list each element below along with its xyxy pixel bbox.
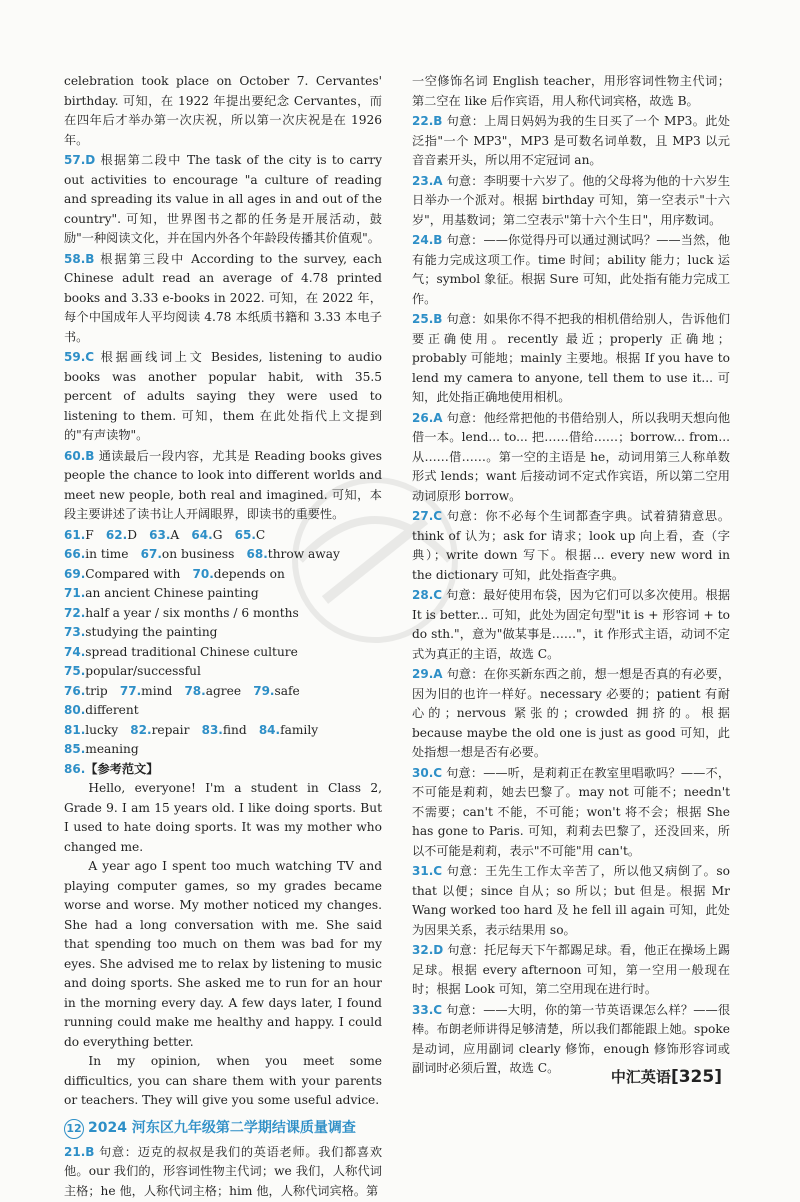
answer-row xyxy=(64,604,382,624)
answer-value: safe xyxy=(274,683,300,698)
essay-paragraph: A year ago I spent too much watching TV and playing computer games, so my grades became worse and worse. My mother noticed my changes. She had a long conversation with me. She said that spending too much on them was bad for my eyes. She advised me to relax by listening to music and doing sports. She asked me to run for an hour in the morning every day. A few days later, I found running could make me healthy and happy. I could do everything better. xyxy=(64,859,382,1049)
question-number: 24.B xyxy=(412,233,443,247)
question-number: 26.A xyxy=(412,410,443,425)
answer-value: an ancient Chinese painting xyxy=(85,586,259,600)
question-number: 68. xyxy=(246,547,268,561)
question-number: 63. xyxy=(149,527,171,542)
answer-value: D xyxy=(127,527,137,542)
answer-explanation xyxy=(412,112,730,171)
question-number: 61. xyxy=(64,527,86,542)
question-number: 30.C xyxy=(412,765,443,780)
question-number: 22.B xyxy=(412,114,443,128)
question-number: 78. xyxy=(184,683,206,698)
answer-explanation xyxy=(412,586,730,664)
explanation-text: 句意：如果你不得不把我的相机借给别人，告诉他们要正确使用。recently 最近；properly 正确地；probably 可能地；mainly 主要地。根据 If you have to lend my camera to anyone, tell them to use it... 可知，此处指正确地使用相机。 xyxy=(412,312,731,404)
answer-value: family xyxy=(280,722,319,737)
question-number: 83. xyxy=(201,722,223,737)
question-number: 76. xyxy=(64,683,86,698)
explanation-text: 句意：最好使用布袋，因为它们可以多次使用。根据 It is better... 可知，此处为固定句型"it is + 形容词 + to do sth."，意为"做某事是……"，it 作形式主语，动词不定式为真正的主语，故选 C。 xyxy=(412,588,731,661)
answer-value: G xyxy=(212,527,223,542)
answer-value: popular/successful xyxy=(85,664,201,678)
answer-row xyxy=(64,526,382,546)
question-number: 28.C xyxy=(412,588,443,602)
answer-21: 21.B 句意：迈克的叔叔是我们的英语老师。我们都喜欢他。our 我们的，形容词性物主代词；we 我们，人称代词主格；he 他，人称代词主格；him 他，人称代词宾格。第 xyxy=(64,1144,383,1198)
answer-explanation xyxy=(412,310,730,408)
answer-row xyxy=(64,682,382,721)
answer-explanation xyxy=(412,231,730,309)
section-heading xyxy=(64,1119,382,1139)
answer-value: agree xyxy=(205,683,242,698)
answer-row xyxy=(64,565,382,585)
answer-value: spread traditional Chinese culture xyxy=(85,644,298,659)
short-answers xyxy=(64,526,382,760)
question-number: 73. xyxy=(64,625,86,639)
answer-57: 57.D 根据第二段中 The task of the city is to carry out activities to encourage "a culture of reading and spreading its value in all ages in and out of the country". 可知，世界图书之都的任务是开展活动，鼓励"一种阅读文化，并在国内外各个年龄段传播其价值观"。 xyxy=(64,153,383,245)
answer-value: throw away xyxy=(267,547,340,561)
right-column xyxy=(412,72,730,1080)
answer-value: different xyxy=(85,703,139,717)
explanation-text: 句意：——你觉得丹可以通过测试吗？——当然，他有能力完成这项工作。time 时间；ability 能力；luck 运气；symbol 象征。根据 Sure 可知，此处指有能力完成工作。 xyxy=(412,233,731,306)
answer-row xyxy=(64,662,382,682)
answer-row xyxy=(64,623,382,643)
question-number: 25.B xyxy=(412,312,443,326)
answer-explanation xyxy=(412,172,730,231)
question-number: 84. xyxy=(258,722,281,737)
essay-paragraph: In my opinion, when you meet some difficultics, you can share them with your parents or teachers. They will give you some useful advice. xyxy=(64,1054,382,1107)
answer-row xyxy=(64,584,382,604)
explanation-text: 句意：——听，是莉莉正在教室里唱歌吗？——不，不可能是莉莉，她去巴黎了。may not 可能不；needn't 不需要；can't 不能，不可能；won't 将不会；根据 She has gone to Paris. 可知，莉莉去巴黎了，还没回来，所以不可能是莉莉，表示"不可能"用 can't。 xyxy=(412,765,731,858)
answer-60: 60.B 通读最后一段内容，尤其是 Reading books gives people the chance to look into different worlds and meet new people, both real and imagined. 可知，本段主要讲述了读书让人开阔眼界，即读书的重要性。 xyxy=(64,448,383,521)
question-number: 74. xyxy=(64,644,86,659)
question-number: 69. xyxy=(64,566,86,581)
answer-value: half a year / six months / 6 months xyxy=(85,605,299,620)
question-number: 72. xyxy=(64,605,86,620)
section-title: 2024 河东区九年级第二学期结课质量调查 xyxy=(88,1119,356,1136)
explanation-text: 句意：上周日妈妈为我的生日买了一个 MP3。此处泛指"一个 MP3"，MP3 是可数名词单数，且 MP3 以元音音素开头，所以用不定冠词 an。 xyxy=(412,114,731,167)
answer-explanation xyxy=(412,507,730,585)
question-number: 33.C xyxy=(412,1002,443,1017)
page-footer: 中汇英语[325] xyxy=(610,1067,722,1087)
explanation-text: 句意：他经常把他的书借给别人，所以我明天想向他借一本。lend... to... 把……借给……；borrow... from... 从……借……。第一空的主语是 he，动词用第三人称单数形式 lends；want 后接动词不定式作宾语，所以第二空用动词原形 borrow。 xyxy=(412,410,731,503)
question-number: 67. xyxy=(140,547,162,561)
explanation-text: 句意：在你买新东西之前，想一想是否真的有必要，因为旧的也许一样好。necessary 必要的；patient 有耐心的；nervous 紧张的；crowded 拥挤的。根据 because maybe the old one is just as good 可知，此处指想一想是否有必要。 xyxy=(412,667,731,759)
intro-text: celebration took place on October 7. Cervantes' birthday. 可知，在 1922 年提出要纪念 Cervantes，而在四年后才举办第一次庆祝，所以第一次庆祝是在 1926 年。 xyxy=(64,74,382,147)
question-number: 85. xyxy=(64,742,86,756)
question-number: 77. xyxy=(119,683,142,698)
answer-value: Compared with xyxy=(85,566,181,581)
question-number: 79. xyxy=(253,683,275,698)
answer-list xyxy=(412,112,730,1079)
question-number: 82. xyxy=(130,722,152,737)
page-number: 325 xyxy=(678,1067,715,1087)
answer-value: lucky xyxy=(85,722,119,737)
question-number: 27.C xyxy=(412,509,443,523)
essay-body xyxy=(64,779,382,1111)
question-number: 31.C xyxy=(412,864,443,878)
question-number: 64. xyxy=(191,527,213,542)
answer-explanation xyxy=(412,409,730,507)
answer-row xyxy=(64,721,382,760)
question-number: 81. xyxy=(64,722,86,737)
section-number-badge: 12 xyxy=(64,1119,84,1139)
explanation-text: 句意：托尼每天下午都踢足球。看，他正在操场上踢足球。根据 every afternoon 可知，第一空用一般现在时；根据 Look 可知，第二空用现在进行时。 xyxy=(412,943,731,996)
answer-value: C xyxy=(255,527,266,542)
question-number: 62. xyxy=(105,527,128,542)
question-number: 23.A xyxy=(412,173,443,188)
answer-explanation xyxy=(412,941,730,1000)
answer-value: meaning xyxy=(85,742,139,756)
question-number: 80. xyxy=(64,703,86,717)
answer-value: F xyxy=(85,527,94,542)
question-number: 71. xyxy=(64,586,86,600)
question-number: 32.D xyxy=(412,943,444,957)
book-title: 中汇英语 xyxy=(610,1068,671,1086)
answer-59: 59.C 根据画线词上文 Besides, listening to audio books was another popular habit, with 35.5 percent of adults saying they were used to listening to them. 可知，them 在此处指代上文提到的"有声读物"。 xyxy=(64,350,383,442)
left-column xyxy=(64,72,382,1202)
explanation-text: 句意：李明要十六岁了。他的父母将为他的十六岁生日举办一个派对。根据 birthday 可知，第一空表示"十六岁"，用基数词；第二空表示"第十六个生日"，用序数词。 xyxy=(412,173,731,227)
answer-explanation xyxy=(412,764,730,862)
question-number: 66. xyxy=(64,547,86,561)
question-number: 65. xyxy=(234,527,256,542)
answer-58: 58.B 根据第三段中 According to the survey, each Chinese adult read an average of 4.78 printed books and 3.33 e-books in 2022. 可知，在 2022 年，每个中国成年人平均阅读 4.78 本纸质书籍和 3.33 本电子书。 xyxy=(64,251,382,344)
answer-value: repair xyxy=(151,722,190,737)
answer-explanation xyxy=(412,862,730,940)
answer-value: mind xyxy=(141,683,173,698)
question-number: 29.A xyxy=(412,667,443,681)
explanation-text: 句意：——大明，你的第一节英语课怎么样？——很棒。布朗老师讲得足够清楚，所以我们都能跟上她。spoke 是动词，应用副词 clearly 修饰，enough 修饰形容词或副词时必须后置，故选 C。 xyxy=(412,1002,731,1075)
answer-value: A xyxy=(170,527,180,542)
answer-21-continued: 一空修饰名词 English teacher，用形容词性物主代词；第二空在 like 后作宾语，用人称代词宾格，故选 B。 xyxy=(412,74,730,108)
answer-explanation xyxy=(412,665,730,763)
answer-value: studying the painting xyxy=(85,625,218,639)
answer-value: on business xyxy=(161,547,235,561)
answer-row xyxy=(64,545,382,565)
question-number: 70. xyxy=(192,566,214,581)
answer-value: find xyxy=(222,722,247,737)
answer-value: trip xyxy=(85,683,108,698)
answer-row xyxy=(64,643,382,663)
essay-header: 86.【参考范文】 xyxy=(64,761,159,776)
explanation-text: 句意：王先生工作太辛苦了，所以他又病倒了。so that 以便；since 自从；so 所以；but 但是。根据 Mr Wang worked too hard 及 he fell ill again 可知，此处为因果关系，表示结果用 so。 xyxy=(412,864,731,937)
answer-value: depends on xyxy=(213,566,285,581)
explanation-text: 句意：你不必每个生词都查字典。试着猜猜意思。think of 认为；ask for 请求；look up 向上看，查（字典）；write down 写下。根据... every new word in the dictionary 可知，此处指查字典。 xyxy=(412,509,731,582)
essay-paragraph: Hello, everyone! I'm a student in Class 2, Grade 9. I am 15 years old. I like doing sports. But I used to hate doing sports. It was my mother who changed me. xyxy=(64,781,382,854)
question-number: 75. xyxy=(64,664,86,678)
answer-value: in time xyxy=(85,547,129,561)
